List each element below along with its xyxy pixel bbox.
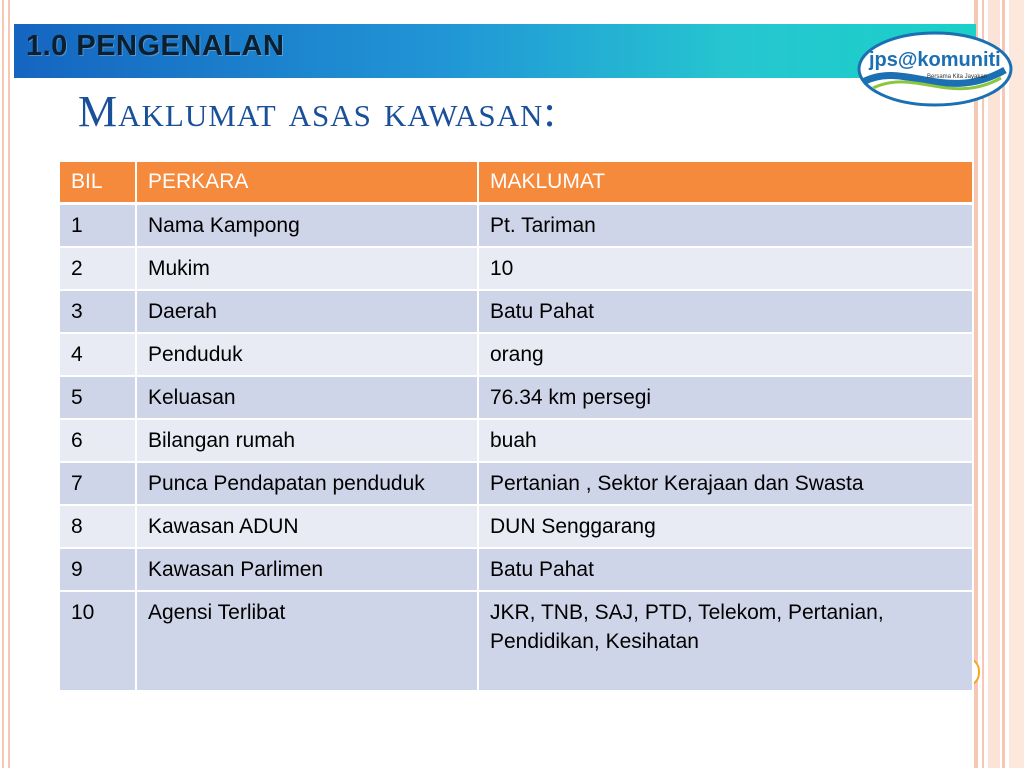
slide-title: Maklumat asas kawasan: [78, 87, 557, 136]
table-row [60, 419, 973, 462]
table-row [60, 333, 973, 376]
left-decor-stripes [0, 0, 14, 768]
cell-bil: 4 [60, 333, 136, 376]
cell-bil: 1 [60, 204, 136, 248]
cell-perkara: Daerah [136, 290, 478, 333]
cell-perkara: Keluasan [136, 376, 478, 419]
section-label: 1.0 PENGENALAN [26, 30, 285, 62]
table-row [60, 591, 973, 691]
cell-maklumat: orang [478, 333, 973, 376]
logo-tagline: Bersama Kita Jayakan [927, 74, 988, 80]
cell-maklumat: Batu Pahat [478, 548, 973, 591]
col-header-perkara: PERKARA [136, 162, 478, 204]
cell-perkara: Nama Kampong [136, 204, 478, 248]
cell-perkara: Mukim [136, 247, 478, 290]
cell-perkara: Kawasan ADUN [136, 505, 478, 548]
cell-maklumat: JKR, TNB, SAJ, PTD, Telekom, Pertanian, Pendidikan, Kesihatan [478, 591, 973, 691]
cell-bil: 7 [60, 462, 136, 505]
table-row [60, 204, 973, 248]
cell-maklumat: Pertanian , Sektor Kerajaan dan Swasta [478, 462, 973, 505]
cell-maklumat: 76.34 km persegi [478, 376, 973, 419]
info-table [60, 162, 974, 692]
cell-perkara: Kawasan Parlimen [136, 548, 478, 591]
cell-bil: 10 [60, 591, 136, 691]
right-decor-stripes [974, 0, 1024, 768]
cell-maklumat: 10 [478, 247, 973, 290]
cell-bil: 9 [60, 548, 136, 591]
cell-maklumat: buah [478, 419, 973, 462]
cell-bil: 6 [60, 419, 136, 462]
cell-maklumat: Batu Pahat [478, 290, 973, 333]
logo-text: jps@komuniti [869, 49, 1001, 71]
logo-graphic [855, 30, 1015, 108]
col-header-bil: BIL [60, 162, 136, 204]
table-row [60, 376, 973, 419]
table-row [60, 462, 973, 505]
table-header-row [60, 162, 973, 204]
cell-perkara: Penduduk [136, 333, 478, 376]
table-row [60, 548, 973, 591]
table-row [60, 247, 973, 290]
col-header-maklumat: MAKLUMAT [478, 162, 973, 204]
table-row [60, 505, 973, 548]
cell-maklumat: DUN Senggarang [478, 505, 973, 548]
cell-bil: 3 [60, 290, 136, 333]
cell-bil: 8 [60, 505, 136, 548]
cell-perkara: Bilangan rumah [136, 419, 478, 462]
cell-maklumat: Pt. Tariman [478, 204, 973, 248]
cell-perkara: Agensi Terlibat [136, 591, 478, 691]
jps-komuniti-logo [855, 30, 1015, 108]
cell-bil: 5 [60, 376, 136, 419]
cell-bil: 2 [60, 247, 136, 290]
cell-perkara: Punca Pendapatan penduduk [136, 462, 478, 505]
table-row [60, 290, 973, 333]
